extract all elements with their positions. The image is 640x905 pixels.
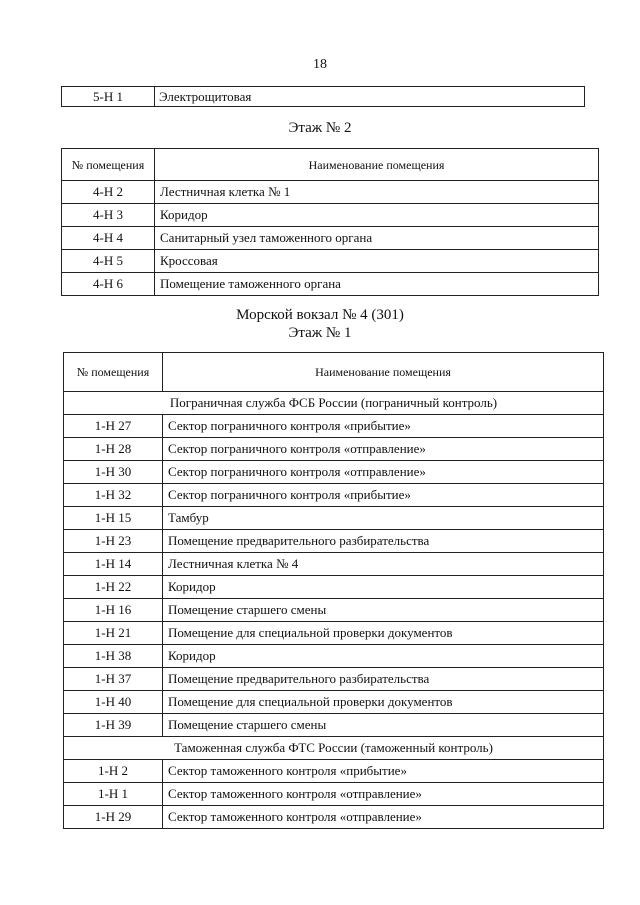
room-name: Санитарный узел таможенного органа xyxy=(155,227,599,250)
section-label: Пограничная служба ФСБ России (пограничный контроль) xyxy=(64,392,604,415)
room-number: 1-Н 14 xyxy=(64,553,163,576)
floor-2-title: Этаж № 2 xyxy=(288,120,352,136)
room-number: 1-Н 15 xyxy=(64,507,163,530)
room-name: Сектор пограничного контроля «прибытие» xyxy=(163,415,604,438)
room-number: 1-Н 16 xyxy=(64,599,163,622)
table-row xyxy=(64,714,604,737)
table-row xyxy=(62,204,599,227)
room-name: Кроссовая xyxy=(155,250,599,273)
vokzal-table xyxy=(63,352,604,829)
header-room-name: Наименование помещения xyxy=(163,353,604,392)
room-name: Помещение таможенного органа xyxy=(155,273,599,296)
room-number: 4-Н 5 xyxy=(62,250,155,273)
vokzal-floor-title: Этаж № 1 xyxy=(288,325,352,341)
room-number: 1-Н 40 xyxy=(64,691,163,714)
room-name: Коридор xyxy=(163,576,604,599)
room-name: Сектор таможенного контроля «отправление» xyxy=(163,806,604,829)
room-name: Помещение для специальной проверки документов xyxy=(163,691,604,714)
table-row xyxy=(64,484,604,507)
table-row xyxy=(64,691,604,714)
vokzal-title: Морской вокзал № 4 (301) xyxy=(236,307,404,323)
room-number: 4-Н 4 xyxy=(62,227,155,250)
table-row xyxy=(62,87,585,107)
room-name: Помещение старшего смены xyxy=(163,714,604,737)
table-row xyxy=(64,576,604,599)
room-name: Электрощитовая xyxy=(155,87,585,107)
header-room-number: № помещения xyxy=(62,149,155,181)
room-number: 5-Н 1 xyxy=(62,87,155,107)
table-row xyxy=(64,415,604,438)
room-name: Помещение предварительного разбирательства xyxy=(163,530,604,553)
table-row xyxy=(64,783,604,806)
room-number: 4-Н 6 xyxy=(62,273,155,296)
section-label: Таможенная служба ФТС России (таможенный контроль) xyxy=(64,737,604,760)
table-row xyxy=(64,438,604,461)
room-name: Сектор таможенного контроля «отправление» xyxy=(163,783,604,806)
room-number: 1-Н 32 xyxy=(64,484,163,507)
table-row xyxy=(62,250,599,273)
floor-2-table xyxy=(61,148,599,296)
room-number: 1-Н 30 xyxy=(64,461,163,484)
table-row xyxy=(64,461,604,484)
room-name: Коридор xyxy=(155,204,599,227)
room-name: Сектор пограничного контроля «отправление» xyxy=(163,461,604,484)
room-number: 4-Н 3 xyxy=(62,204,155,227)
table-row xyxy=(62,273,599,296)
room-name: Лестничная клетка № 1 xyxy=(155,181,599,204)
room-number: 1-Н 23 xyxy=(64,530,163,553)
room-name: Помещение старшего смены xyxy=(163,599,604,622)
table-row xyxy=(64,645,604,668)
table-row xyxy=(64,668,604,691)
table-row xyxy=(62,181,599,204)
room-number: 1-Н 21 xyxy=(64,622,163,645)
room-number: 1-Н 27 xyxy=(64,415,163,438)
room-number: 1-Н 2 xyxy=(64,760,163,783)
room-number: 1-Н 38 xyxy=(64,645,163,668)
header-room-number: № помещения xyxy=(64,353,163,392)
room-number: 1-Н 39 xyxy=(64,714,163,737)
room-name: Сектор пограничного контроля «прибытие» xyxy=(163,484,604,507)
room-name: Помещение для специальной проверки документов xyxy=(163,622,604,645)
table-header-row xyxy=(64,353,604,392)
room-number: 1-Н 29 xyxy=(64,806,163,829)
table-row xyxy=(64,622,604,645)
room-name: Коридор xyxy=(163,645,604,668)
room-name: Лестничная клетка № 4 xyxy=(163,553,604,576)
room-name: Сектор пограничного контроля «отправление» xyxy=(163,438,604,461)
room-name: Сектор таможенного контроля «прибытие» xyxy=(163,760,604,783)
table-row xyxy=(64,760,604,783)
room-number: 4-Н 2 xyxy=(62,181,155,204)
table-row xyxy=(64,553,604,576)
table-row xyxy=(64,530,604,553)
room-number: 1-Н 1 xyxy=(64,783,163,806)
section-row xyxy=(64,392,604,415)
table-row xyxy=(64,507,604,530)
room-number: 1-Н 28 xyxy=(64,438,163,461)
header-room-name: Наименование помещения xyxy=(155,149,599,181)
vokzal-title-block xyxy=(0,306,640,342)
table-row xyxy=(62,227,599,250)
table-row xyxy=(64,806,604,829)
section-row xyxy=(64,737,604,760)
page-number: 18 xyxy=(313,57,327,72)
continuation-table xyxy=(61,86,585,107)
room-name: Тамбур xyxy=(163,507,604,530)
table-row xyxy=(64,599,604,622)
table-header-row xyxy=(62,149,599,181)
room-number: 1-Н 22 xyxy=(64,576,163,599)
room-number: 1-Н 37 xyxy=(64,668,163,691)
room-name: Помещение предварительного разбирательства xyxy=(163,668,604,691)
